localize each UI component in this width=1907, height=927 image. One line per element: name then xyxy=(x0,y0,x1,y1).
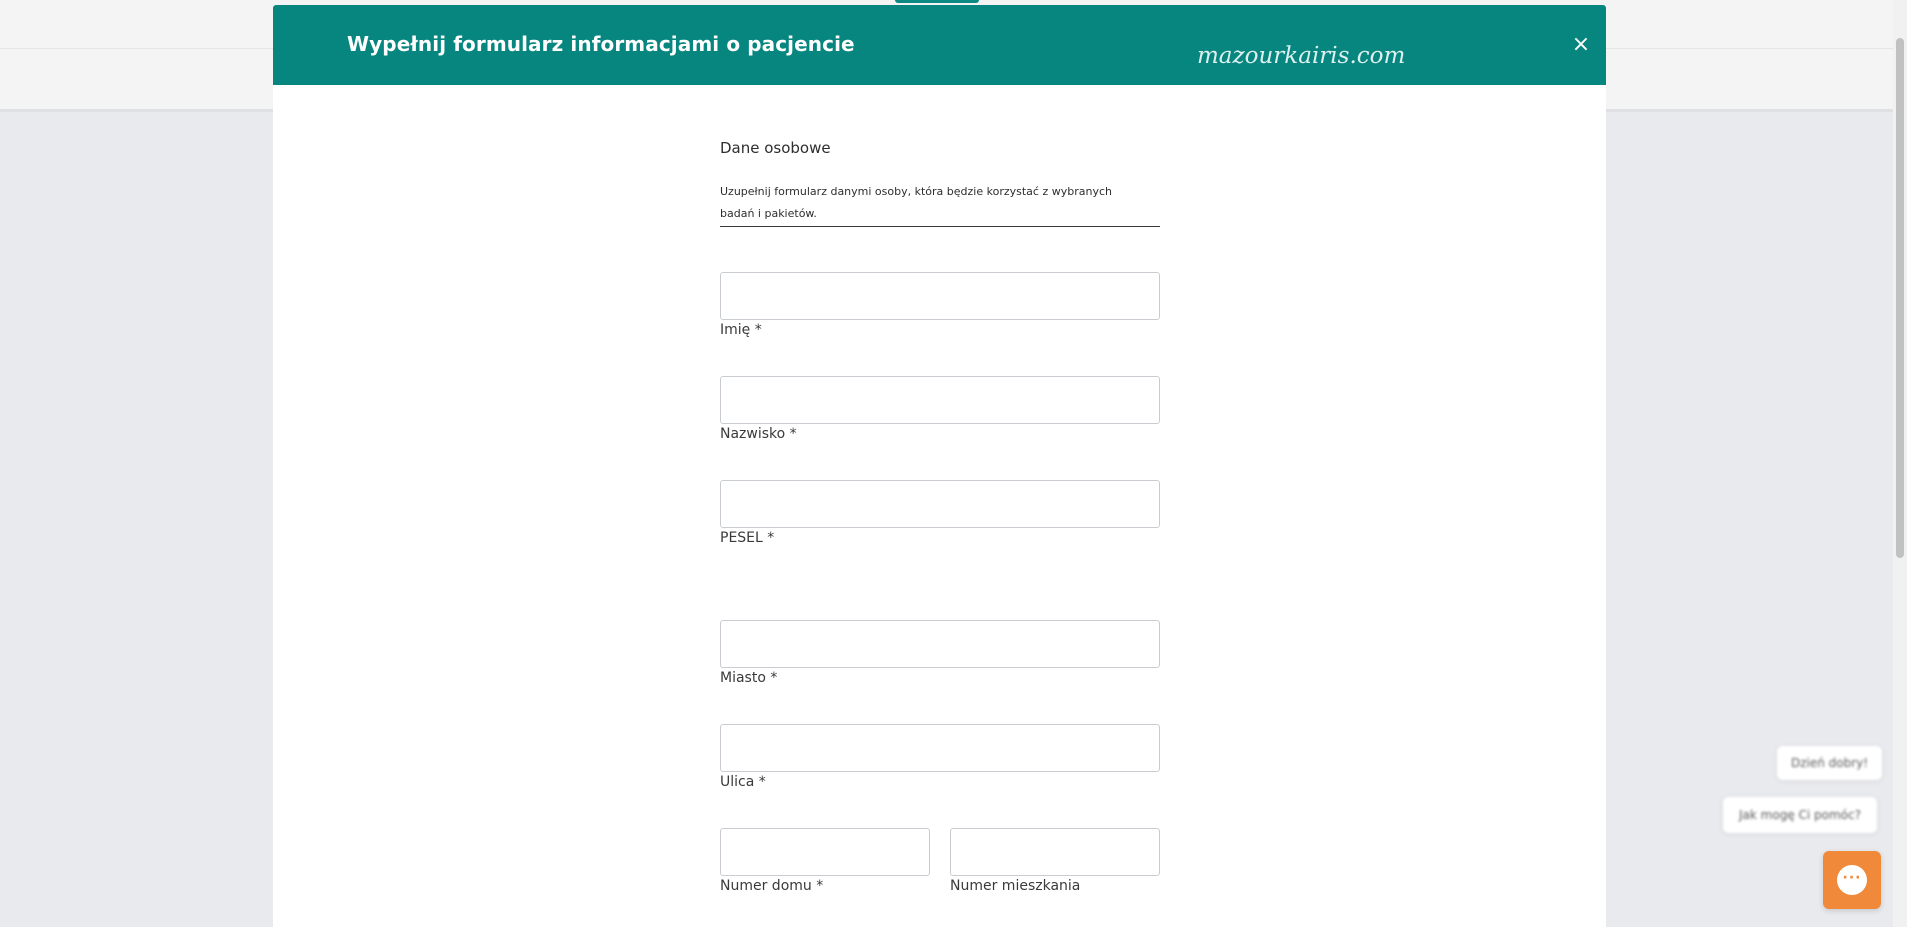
chat-question-bubble[interactable]: Jak mogę Ci pomóc? xyxy=(1723,797,1877,833)
street-label: Ulica * xyxy=(720,774,766,790)
modal-title: Wypełnij formularz informacjami o pacjencie xyxy=(347,32,855,56)
last-name-field-group xyxy=(720,376,1160,442)
apartment-number-input[interactable] xyxy=(950,828,1160,876)
section-description: Uzupełnij formularz danymi osoby, która będzie korzystać z wybranych badań i pakietów. xyxy=(720,185,1112,220)
apartment-number-field-group xyxy=(950,828,1160,894)
close-icon: × xyxy=(1571,32,1591,57)
section-divider xyxy=(720,226,1160,227)
scrollbar-thumb[interactable] xyxy=(1896,38,1904,558)
first-name-input[interactable] xyxy=(720,272,1160,320)
first-name-field-group xyxy=(720,272,1160,338)
pesel-input[interactable] xyxy=(720,480,1160,528)
chat-launcher-button[interactable] xyxy=(1823,851,1881,909)
house-number-input[interactable] xyxy=(720,828,930,876)
street-input[interactable] xyxy=(720,724,1160,772)
pesel-field-group xyxy=(720,480,1160,546)
section-title: Dane osobowe xyxy=(720,139,831,157)
pesel-label: PESEL * xyxy=(720,530,775,546)
chat-bubble-icon xyxy=(1837,865,1867,895)
house-number-label: Numer domu * xyxy=(720,878,824,894)
last-name-label: Nazwisko * xyxy=(720,426,797,442)
first-name-label: Imię * xyxy=(720,322,762,338)
patient-form-modal xyxy=(273,5,1606,927)
house-number-field-group xyxy=(720,828,930,894)
page-scrollbar[interactable] xyxy=(1893,0,1907,927)
active-tab-indicator xyxy=(895,0,979,3)
city-label: Miasto * xyxy=(720,670,778,686)
chat-greeting-bubble[interactable]: Dzień dobry! xyxy=(1777,746,1882,780)
city-field-group xyxy=(720,620,1160,686)
apartment-number-label: Numer mieszkania xyxy=(950,878,1081,894)
street-field-group xyxy=(720,724,1160,790)
city-input[interactable] xyxy=(720,620,1160,668)
modal-header xyxy=(273,5,1606,85)
close-button[interactable] xyxy=(1569,33,1593,57)
watermark: mazourkairis.com xyxy=(1197,43,1406,69)
last-name-input[interactable] xyxy=(720,376,1160,424)
